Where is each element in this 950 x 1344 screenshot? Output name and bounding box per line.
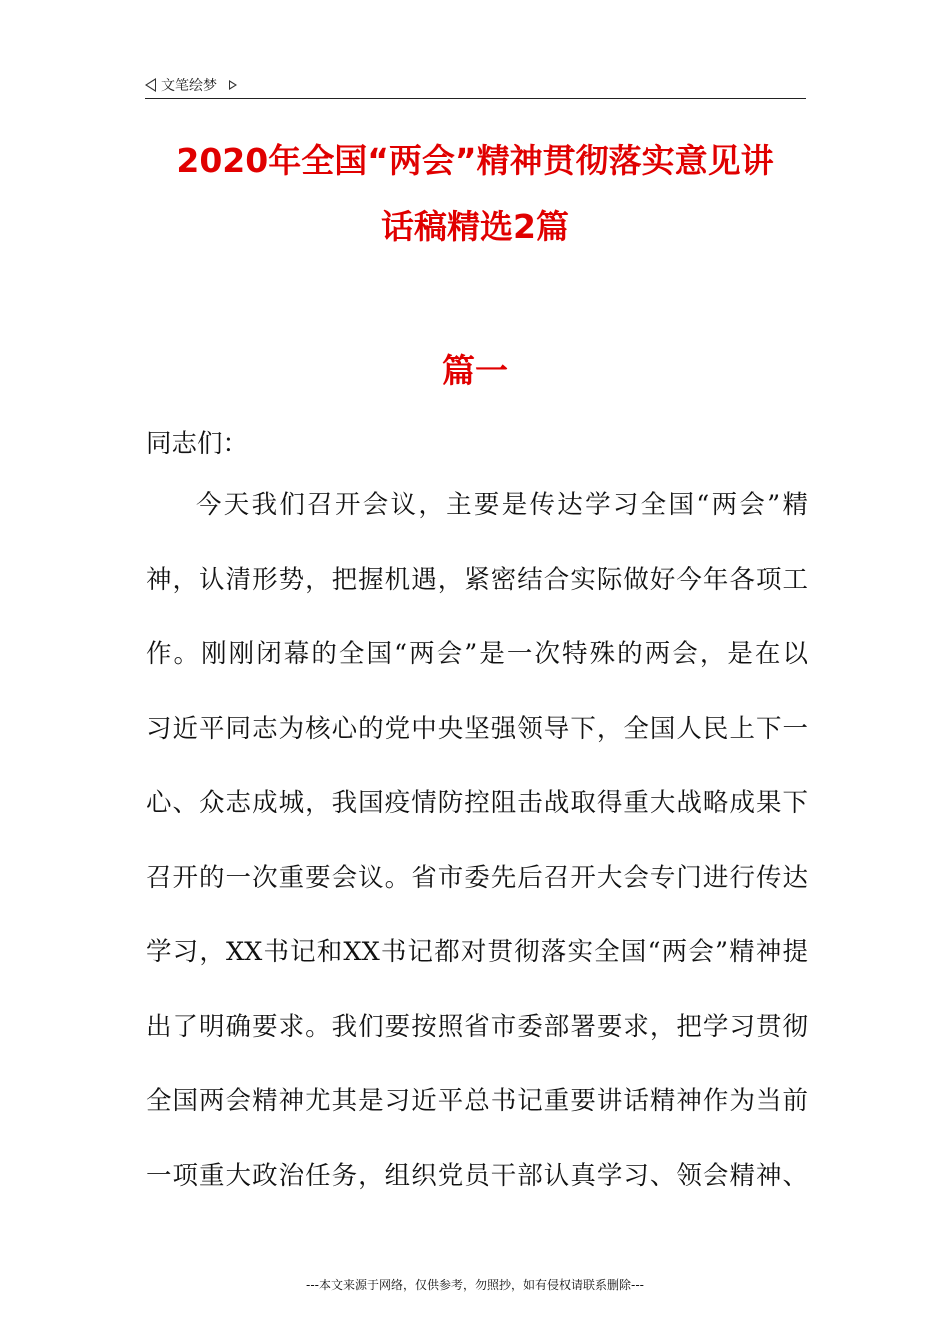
body-line: 出了明确要求。我们要按照省市委部署要求，把学习贯彻 — [146, 1012, 808, 1042]
page-footer: ---本文来源于网络，仅供参考，勿照抄，如有侵权请联系删除--- — [306, 1278, 644, 1292]
header-divider — [145, 98, 806, 99]
body-line: 心、众志成城，我国疫情防控阻击战取得重大战略成果下 — [146, 788, 808, 818]
triangle-right-icon — [229, 80, 237, 90]
section-heading: 篇一 — [442, 351, 508, 390]
header-label: 文笔绘梦 — [161, 78, 217, 94]
body-line: 神，认清形势，把握机遇，紧密结合实际做好今年各项工 — [146, 565, 808, 595]
greeting: 同志们： — [146, 429, 249, 459]
triangle-left-icon — [145, 78, 156, 92]
document-title-line-2: 话稿精选2篇 — [381, 207, 569, 246]
body-line: 一项重大政治任务，组织党员干部认真学习、领会精神、 — [146, 1161, 808, 1191]
body-line: 全国两会精神尤其是习近平总书记重要讲话精神作为当前 — [146, 1086, 808, 1116]
body-line: 学习，XX书记和XX书记都对贯彻落实全国“两会”精神提 — [146, 937, 808, 967]
page-header — [145, 74, 237, 96]
body-line: 作。刚刚闭幕的全国“两会”是一次特殊的两会，是在以 — [146, 639, 808, 669]
body-line: 今天我们召开会议，主要是传达学习全国“两会”精 — [196, 490, 808, 520]
body-line: 召开的一次重要会议。省市委先后召开大会专门进行传达 — [146, 863, 808, 893]
document-title-line-1: 2020年全国“两会”精神贯彻落实意见讲 — [176, 141, 774, 180]
body-line: 习近平同志为核心的党中央坚强领导下，全国人民上下一 — [146, 714, 808, 744]
